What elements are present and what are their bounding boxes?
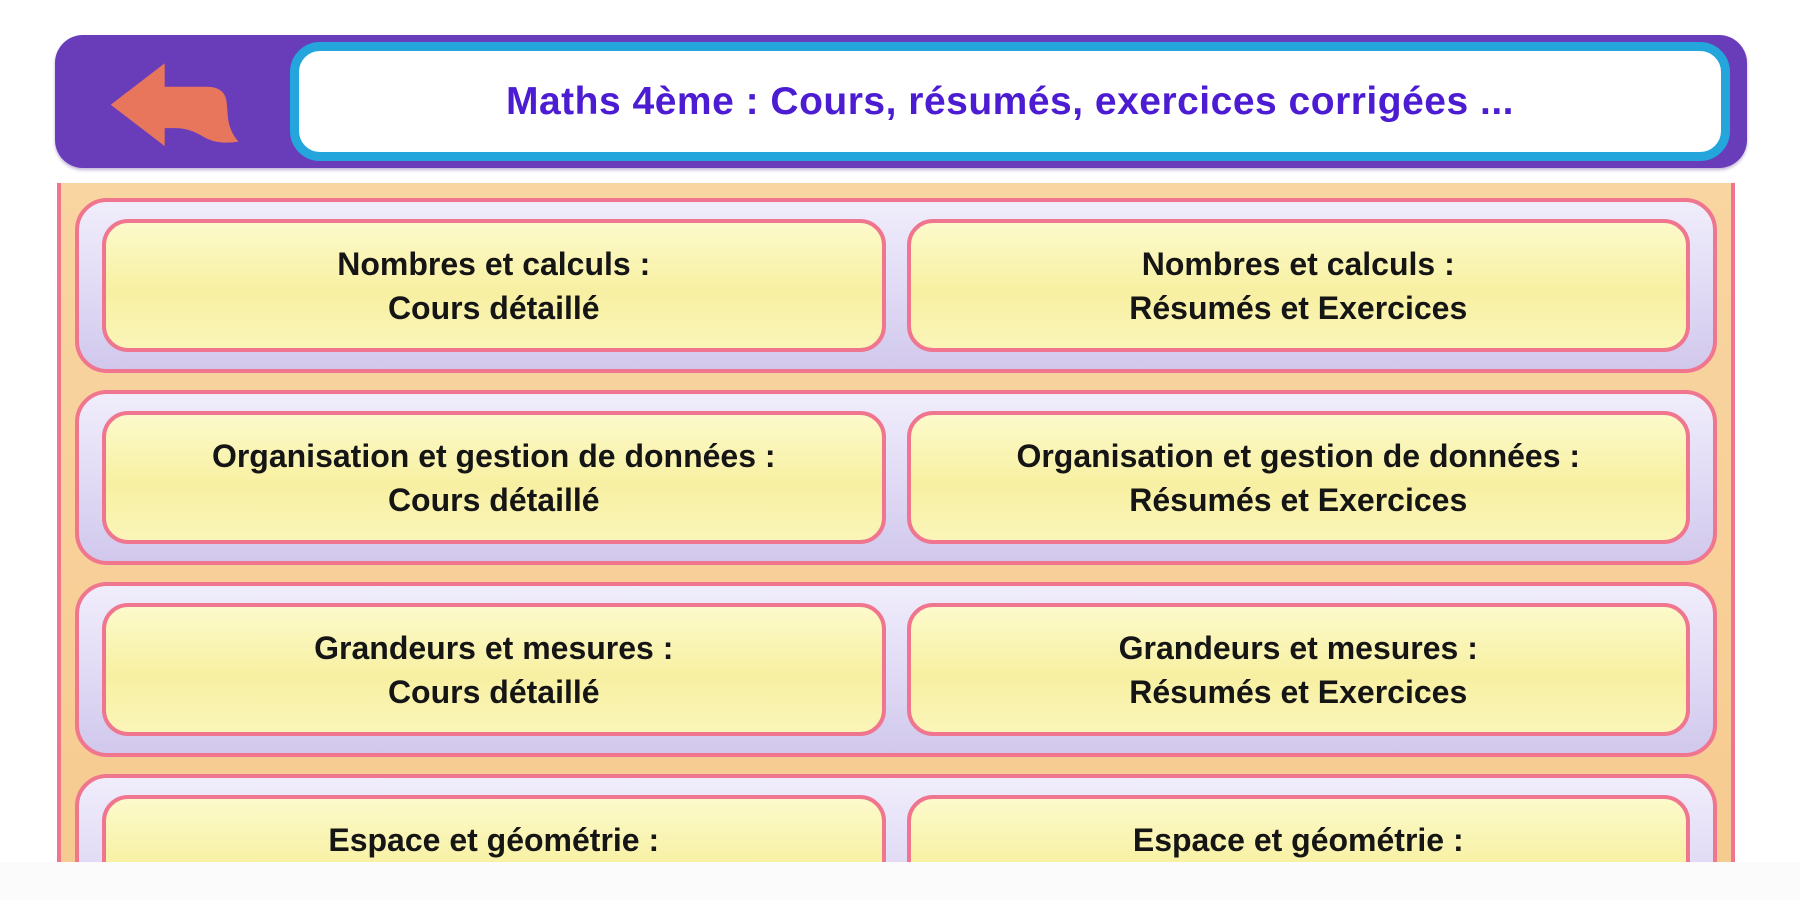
bottom-margin: [0, 862, 1800, 900]
button-label-line2: Résumés et Exercices: [1129, 673, 1468, 710]
button-label-line2: Cours détaillé: [387, 673, 600, 710]
button-label-line2: Cours détaillé: [387, 481, 600, 518]
button-grandeurs-resumes[interactable]: [907, 603, 1691, 736]
button-grandeurs-cours[interactable]: [102, 603, 886, 736]
title-pill: [290, 42, 1730, 161]
button-organisation-resumes[interactable]: [907, 411, 1691, 544]
button-label-line1: Grandeurs et mesures :: [1118, 629, 1478, 666]
button-label-line1: Organisation et gestion de données :: [1016, 437, 1581, 474]
button-label-line2: Résumés et Exercices: [1129, 289, 1468, 326]
button-label-line1: Nombres et calculs :: [1141, 245, 1455, 282]
back-arrow-icon: [95, 57, 247, 147]
menu-panel: [57, 183, 1735, 862]
button-label-line2: Résumés et Exercices: [1129, 481, 1468, 518]
menu-row-grandeurs: [75, 582, 1717, 757]
button-nombres-cours[interactable]: [102, 219, 886, 352]
button-label-line1: Espace et géométrie :: [1132, 821, 1464, 858]
menu-row-espace: [75, 774, 1717, 862]
button-label-line1: Nombres et calculs :: [337, 245, 651, 282]
app-header: [55, 35, 1747, 168]
button-nombres-resumes[interactable]: [907, 219, 1691, 352]
page-title: Maths 4ème : Cours, résumés, exercices corrigées ...: [506, 79, 1514, 123]
button-espace-left[interactable]: [102, 795, 886, 862]
menu-row-organisation: [75, 390, 1717, 565]
button-organisation-cours[interactable]: [102, 411, 886, 544]
back-button[interactable]: [95, 57, 247, 147]
button-label-line2: Cours détaillé: [387, 289, 600, 326]
button-label-line1: Espace et géométrie :: [328, 821, 660, 858]
menu-row-nombres: [75, 198, 1717, 373]
button-label-line1: Organisation et gestion de données :: [211, 437, 776, 474]
button-label-line1: Grandeurs et mesures :: [314, 629, 674, 666]
button-espace-right[interactable]: [907, 795, 1691, 862]
